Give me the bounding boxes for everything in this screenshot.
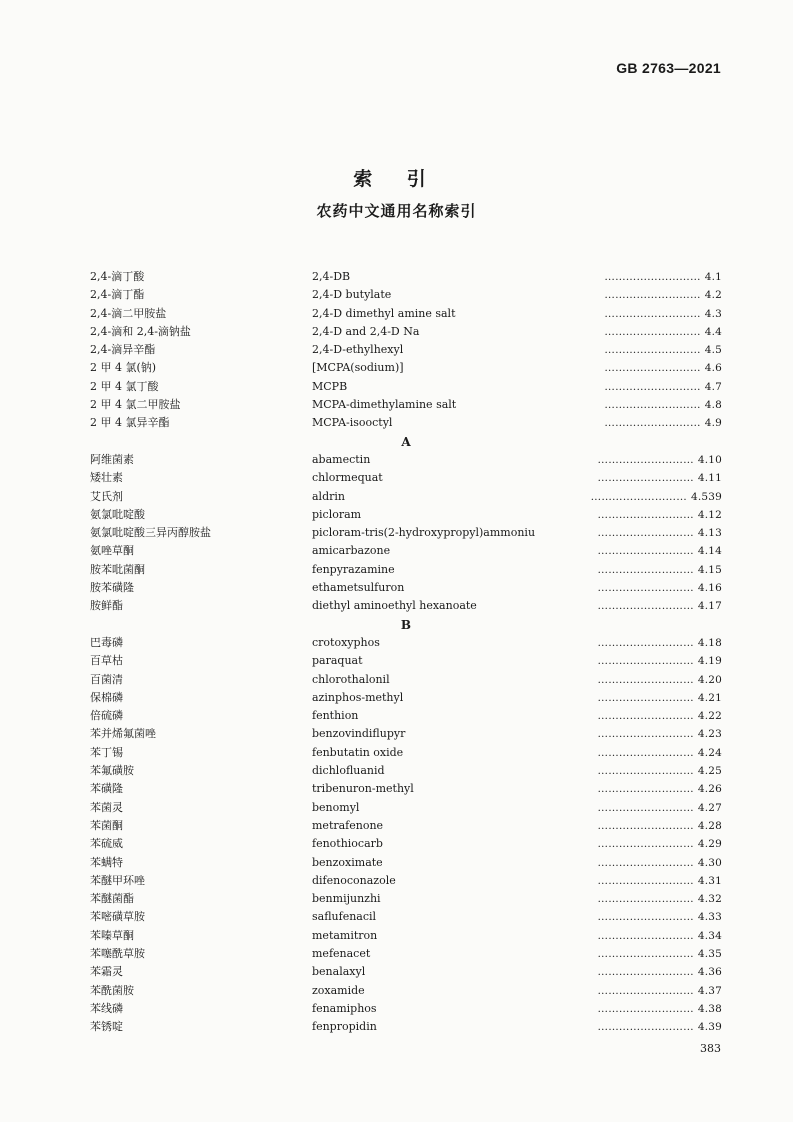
section-reference: 4.5	[704, 344, 722, 357]
chinese-name: 苯氟磺胺	[90, 764, 134, 778]
section-reference: 4.38	[697, 1002, 722, 1015]
english-name: amicarbazone	[312, 544, 391, 558]
index-entry	[90, 744, 722, 762]
dot-leader: ………………………	[597, 472, 694, 485]
english-name: benomyl	[312, 800, 360, 814]
page-number: 383	[700, 1042, 721, 1055]
chinese-name: 2 甲 4 氯(钠)	[90, 361, 157, 375]
chinese-name: 艾氏剂	[90, 489, 123, 503]
dot-leader-ref	[598, 817, 723, 835]
english-name: dichlofluanid	[312, 764, 385, 778]
dot-leader-ref	[598, 652, 723, 670]
index-entry	[90, 451, 722, 469]
index-entry	[90, 469, 722, 487]
chinese-name: 2,4-滴异辛酯	[90, 343, 156, 357]
section-reference: 4.10	[697, 453, 722, 466]
dot-leader: ………………………	[597, 563, 694, 576]
dot-leader: ………………………	[597, 1002, 694, 1015]
section-reference: 4.34	[697, 929, 722, 942]
dot-leader-ref	[598, 945, 723, 963]
dot-leader: ………………………	[597, 819, 694, 832]
dot-leader: ………………………	[604, 380, 701, 393]
english-name: picloram	[312, 507, 362, 521]
index-entry	[90, 1018, 722, 1036]
chinese-name: 2 甲 4 氯异辛酯	[90, 416, 170, 430]
index-entry	[90, 579, 722, 597]
dot-leader: ………………………	[597, 765, 694, 778]
section-reference: 4.23	[697, 728, 722, 741]
section-reference: 4.30	[697, 856, 722, 869]
english-name: fenamiphos	[312, 1001, 377, 1015]
chinese-name: 2 甲 4 氯丁酸	[90, 379, 159, 393]
section-reference: 4.29	[697, 838, 722, 851]
section-reference: 4.16	[697, 582, 722, 595]
dot-leader: ………………………	[597, 728, 694, 741]
section-reference: 4.22	[697, 710, 722, 723]
index-entry	[90, 799, 722, 817]
chinese-name: 2 甲 4 氯二甲胺盐	[90, 398, 181, 412]
english-name: paraquat	[312, 654, 363, 668]
english-name: MCPB	[312, 379, 348, 393]
dot-leader-ref	[604, 286, 722, 304]
dot-leader-ref	[598, 561, 723, 579]
dot-leader: ………………………	[604, 417, 701, 430]
section-reference: 4.6	[704, 362, 722, 375]
index-entry	[90, 671, 722, 689]
dot-leader-ref	[598, 469, 723, 487]
index-entry	[90, 908, 722, 926]
index-entry	[90, 1000, 722, 1018]
english-name: 2,4-D dimethyl amine salt	[312, 306, 456, 320]
dot-leader-ref	[604, 396, 722, 414]
english-name: tribenuron-methyl	[312, 782, 414, 796]
chinese-name: 苯磺隆	[90, 782, 123, 796]
section-reference: 4.33	[697, 911, 722, 924]
dot-leader: ………………………	[604, 307, 701, 320]
dot-leader-ref	[604, 359, 722, 377]
chinese-name: 胺鲜酯	[90, 599, 123, 613]
chinese-name: 2,4-滴二甲胺盐	[90, 306, 167, 320]
english-name: fenpyrazamine	[312, 562, 395, 576]
dot-leader-ref	[604, 268, 722, 286]
chinese-name: 苯醚甲环唑	[90, 873, 145, 887]
dot-leader: ………………………	[597, 655, 694, 668]
dot-leader-ref	[598, 799, 723, 817]
section-reference: 4.14	[697, 545, 722, 558]
english-name: 2,4-D and 2,4-D Na	[312, 324, 420, 338]
page-subtitle: 农药中文通用名称索引	[316, 202, 477, 220]
index-entry	[90, 378, 722, 396]
index-entry	[90, 634, 722, 652]
section-reference: 4.2	[704, 289, 722, 302]
section-reference: 4.9	[704, 417, 722, 430]
english-name: chlorothalonil	[312, 672, 390, 686]
dot-leader: ………………………	[597, 673, 694, 686]
chinese-name: 百菌清	[90, 672, 123, 686]
dot-leader: ………………………	[604, 271, 701, 283]
index-entry	[90, 414, 722, 432]
index-entry	[90, 927, 722, 945]
dot-leader-ref	[604, 378, 722, 396]
chinese-name: 苯酰菌胺	[90, 983, 134, 997]
dot-leader-ref	[598, 597, 723, 615]
dot-leader-ref	[598, 872, 723, 890]
english-name: crotoxyphos	[312, 635, 380, 649]
section-reference: 4.17	[697, 600, 722, 613]
english-name: [MCPA(sodium)]	[312, 361, 404, 375]
dot-leader: ………………………	[604, 399, 701, 412]
english-name: abamectin	[312, 452, 371, 466]
chinese-name: 矮壮素	[90, 471, 123, 485]
section-reference: 4.24	[697, 746, 722, 759]
chinese-name: 胺苯吡菌酮	[90, 562, 145, 576]
english-name: picloram-tris(2-hydroxypropyl)ammoniu	[312, 526, 536, 540]
index-entry	[90, 341, 722, 359]
chinese-name: 苯醚菌酯	[90, 892, 134, 906]
index-entry	[90, 872, 722, 890]
chinese-name: 氨氯吡啶酸	[90, 507, 145, 521]
dot-leader-ref	[598, 908, 723, 926]
section-letter: B	[400, 617, 412, 632]
index-entry	[90, 817, 722, 835]
dot-leader: ………………………	[597, 929, 694, 942]
section-reference: 4.28	[697, 819, 722, 832]
section-reference: 4.25	[697, 765, 722, 778]
index-entry	[90, 890, 722, 908]
index-entry	[90, 542, 722, 560]
dot-leader: ………………………	[597, 801, 694, 814]
english-name: 2,4-DB	[312, 270, 351, 283]
chinese-name: 苯嘧磺草胺	[90, 910, 145, 924]
section-reference: 4.13	[697, 527, 722, 540]
dot-leader: ………………………	[597, 966, 694, 979]
dot-leader-ref	[598, 854, 723, 872]
index-entry	[90, 725, 722, 743]
section-reference: 4.15	[697, 563, 722, 576]
section-reference: 4.539	[690, 490, 722, 503]
dot-leader-ref	[598, 707, 723, 725]
english-name: chlormequat	[312, 471, 383, 485]
section-reference: 4.18	[697, 636, 722, 649]
chinese-name: 百草枯	[90, 654, 123, 668]
section-reference: 4.26	[697, 783, 722, 796]
english-name: aldrin	[312, 489, 345, 503]
dot-leader: ………………………	[597, 746, 694, 759]
english-name: fenbutatin oxide	[312, 745, 404, 759]
section-reference: 4.31	[697, 874, 722, 887]
english-name: MCPA-dimethylamine salt	[312, 398, 457, 412]
chinese-name: 巴毒磷	[90, 635, 123, 649]
index-entry	[90, 689, 722, 707]
dot-leader-ref	[598, 1000, 723, 1018]
dot-leader-ref	[598, 689, 723, 707]
index-entry	[90, 762, 722, 780]
english-name: zoxamide	[312, 983, 365, 997]
chinese-name: 苯菌灵	[90, 800, 123, 814]
chinese-name: 苯并烯氟菌唑	[90, 727, 156, 741]
dot-leader: ………………………	[604, 362, 701, 375]
english-name: benalaxyl	[312, 965, 366, 979]
dot-leader: ………………………	[597, 508, 694, 521]
dot-leader: ………………………	[597, 984, 694, 997]
index-entry	[90, 359, 722, 377]
chinese-name: 胺苯磺隆	[90, 581, 134, 595]
index-entry	[90, 982, 722, 1000]
index-entry	[90, 488, 722, 506]
dot-leader-ref	[598, 725, 723, 743]
english-name: ethametsulfuron	[312, 581, 405, 595]
dot-leader-ref	[604, 305, 722, 323]
dot-leader: ………………………	[597, 911, 694, 924]
english-name: benzoximate	[312, 855, 383, 869]
dot-leader-ref	[598, 744, 723, 762]
section-reference: 4.11	[697, 472, 722, 485]
page-title: 索 引	[353, 168, 440, 190]
english-name: azinphos-methyl	[312, 690, 404, 704]
dot-leader-ref	[598, 835, 723, 853]
section-reference: 4.3	[704, 307, 722, 320]
index-entry	[90, 597, 722, 615]
dot-leader: ………………………	[604, 344, 701, 357]
dot-leader-ref	[598, 780, 723, 798]
dot-leader: ………………………	[597, 545, 694, 558]
dot-leader: ………………………	[597, 1021, 694, 1034]
index-entry	[90, 945, 722, 963]
dot-leader-ref	[598, 542, 723, 560]
section-reference: 4.39	[697, 1021, 722, 1034]
section-reference: 4.19	[697, 655, 722, 668]
dot-leader-ref	[598, 927, 723, 945]
dot-leader: ………………………	[597, 710, 694, 723]
index-entry	[90, 323, 722, 341]
dot-leader-ref	[598, 982, 723, 1000]
dot-leader: ………………………	[597, 838, 694, 851]
index-entry	[90, 286, 722, 304]
chinese-name: 2,4-滴丁酸	[90, 270, 145, 283]
standard-number: GB 2763—2021	[616, 60, 721, 76]
section-reference: 4.4	[704, 325, 722, 338]
english-name: mefenacet	[312, 946, 371, 960]
english-name: difenoconazole	[312, 873, 396, 887]
dot-leader-ref	[598, 524, 723, 542]
dot-leader: ………………………	[597, 874, 694, 887]
dot-leader-ref	[598, 1018, 723, 1036]
english-name: MCPA-isooctyl	[312, 416, 393, 430]
english-name: benzovindiflupyr	[312, 727, 406, 741]
index-entry	[90, 835, 722, 853]
dot-leader-ref	[598, 671, 723, 689]
dot-leader-ref	[598, 579, 723, 597]
dot-leader: ………………………	[604, 289, 701, 302]
chinese-name: 苯线磷	[90, 1001, 123, 1015]
chinese-name: 苯锈啶	[90, 1020, 123, 1034]
chinese-name: 苯菌酮	[90, 818, 123, 832]
english-name: 2,4-D-ethylhexyl	[312, 343, 404, 357]
section-reference: 4.32	[697, 893, 722, 906]
chinese-name: 氨氯吡啶酸三异丙醇胺盐	[90, 526, 211, 540]
chinese-name: 苯嗪草酮	[90, 928, 134, 942]
dot-leader-ref	[598, 890, 723, 908]
english-name: fenothiocarb	[312, 837, 383, 851]
index-entry	[90, 963, 722, 981]
index-entry	[90, 396, 722, 414]
english-name: metrafenone	[312, 818, 384, 832]
index-entry	[90, 561, 722, 579]
index-entry	[90, 780, 722, 798]
chinese-name: 2,4-滴丁酯	[90, 288, 145, 302]
dot-leader: ………………………	[597, 893, 694, 906]
index-list	[90, 268, 722, 1036]
dot-leader: ………………………	[597, 636, 694, 649]
dot-leader: ………………………	[604, 325, 701, 338]
dot-leader: ………………………	[597, 582, 694, 595]
dot-leader: ………………………	[597, 856, 694, 869]
section-reference: 4.27	[697, 801, 722, 814]
dot-leader: ………………………	[590, 490, 687, 503]
dot-leader-ref	[591, 488, 722, 506]
english-name: diethyl aminoethyl hexanoate	[312, 599, 477, 613]
english-name: benmijunzhi	[312, 892, 381, 906]
section-reference: 4.20	[697, 673, 722, 686]
chinese-name: 苯螨特	[90, 855, 123, 869]
section-reference: 4.8	[704, 399, 722, 412]
index-entry	[90, 707, 722, 725]
section-reference: 4.12	[697, 508, 722, 521]
dot-leader-ref	[598, 634, 723, 652]
section-reference: 4.36	[697, 966, 722, 979]
chinese-name: 苯噻酰草胺	[90, 946, 145, 960]
english-name: saflufenacil	[312, 910, 377, 924]
index-entry	[90, 506, 722, 524]
chinese-name: 阿维菌素	[90, 452, 134, 466]
dot-leader: ………………………	[597, 783, 694, 796]
dot-leader-ref	[604, 323, 722, 341]
chinese-name: 倍硫磷	[90, 709, 123, 723]
chinese-name: 氨唑草酮	[90, 544, 134, 558]
section-letter: A	[401, 434, 411, 449]
dot-leader: ………………………	[597, 453, 694, 466]
english-name: fenpropidin	[312, 1020, 377, 1034]
dot-leader: ………………………	[597, 947, 694, 960]
dot-leader: ………………………	[597, 691, 694, 704]
english-name: metamitron	[312, 928, 378, 942]
index-entry	[90, 854, 722, 872]
chinese-name: 苯丁锡	[90, 745, 123, 759]
dot-leader: ………………………	[597, 527, 694, 540]
chinese-name: 苯霜灵	[90, 965, 123, 979]
section-reference: 4.1	[704, 271, 722, 283]
chinese-name: 苯硫威	[90, 837, 123, 851]
chinese-name: 保棉磷	[90, 690, 123, 704]
chinese-name: 2,4-滴和 2,4-滴钠盐	[90, 324, 191, 338]
index-entry	[90, 268, 722, 286]
dot-leader-ref	[598, 762, 723, 780]
dot-leader-ref	[604, 414, 722, 432]
dot-leader-ref	[598, 506, 723, 524]
dot-leader: ………………………	[597, 600, 694, 613]
section-reference: 4.7	[704, 380, 722, 393]
section-reference: 4.21	[697, 691, 722, 704]
dot-leader-ref	[598, 451, 723, 469]
index-entry	[90, 652, 722, 670]
english-name: fenthion	[312, 709, 359, 723]
section-reference: 4.37	[697, 984, 722, 997]
index-entry	[90, 305, 722, 323]
dot-leader-ref	[604, 341, 722, 359]
section-reference: 4.35	[697, 947, 722, 960]
english-name: 2,4-D butylate	[312, 288, 392, 302]
index-entry	[90, 524, 722, 542]
dot-leader-ref	[598, 963, 723, 981]
